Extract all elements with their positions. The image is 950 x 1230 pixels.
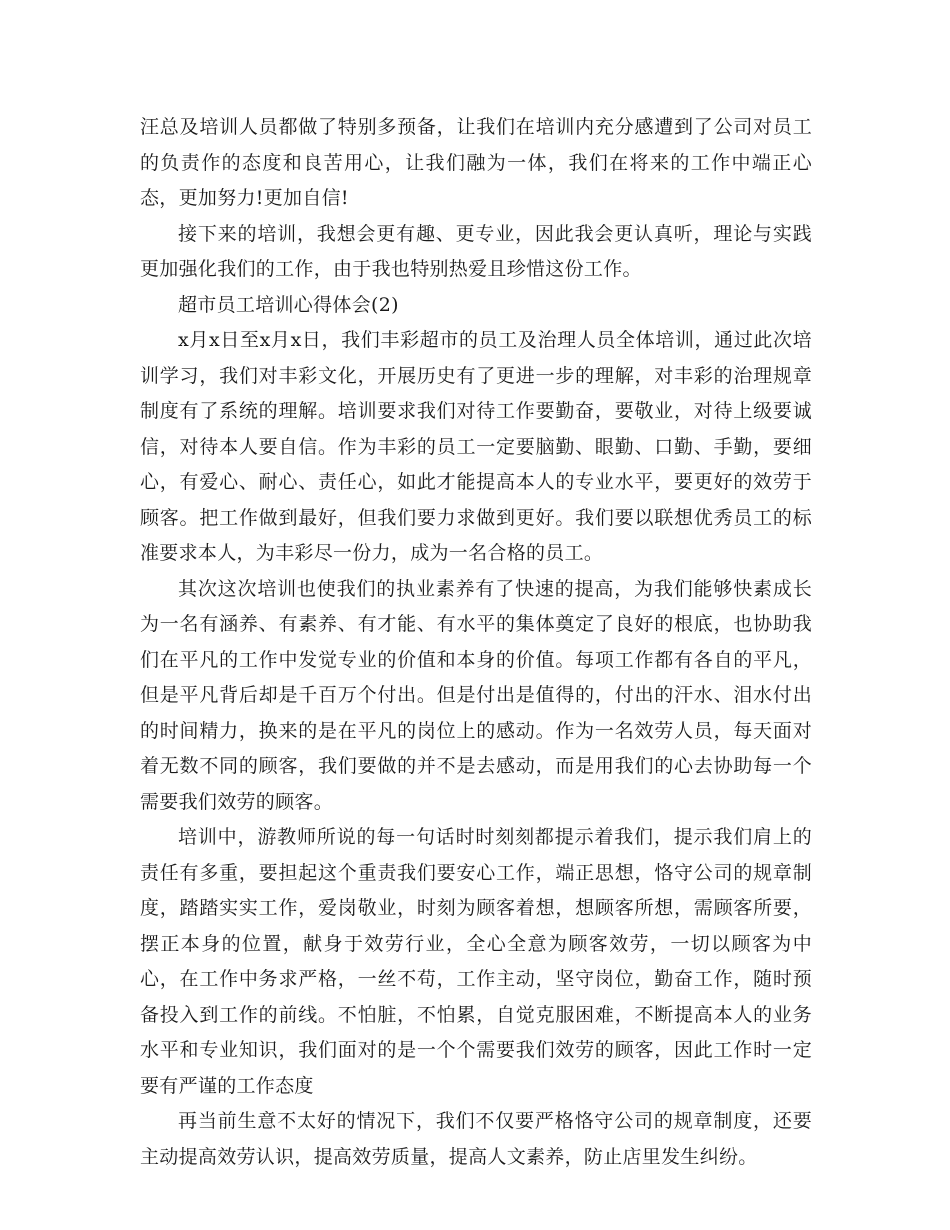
paragraph: 培训中，游教师所说的每一句话时时刻刻都提示着我们，提示我们肩上的责任有多重，要担起这个重责我们要安心工作，端正思想，恪守公司的规章制度，踏踏实实工作，爱岗敬业，时刻为顾客着想，想顾客所想，需顾客所要，摆正本身的位置，献身于效劳行业，全心全意为顾客效劳，一切以顾客为中心，在工作中务求严格，一丝不苟，工作主动，坚守岗位，勤奋工作，随时预备投入到工作的前线。不怕脏，不怕累，自觉克服困难，不断提高本人的业务水平和专业知识，我们面对的是一个个需要我们效劳的顾客，因此工作时一定要有严谨的工作态度: [140, 826, 812, 1097]
paragraph: 再当前生意不太好的情况下，我们不仅要严格恪守公司的规章制度，还要主动提高效劳认识，提高效劳质量，提高人文素养，防止店里发生纠纷。: [140, 1110, 812, 1168]
paragraph-continuation: 汪总及培训人员都做了特别多预备，让我们在培训内充分感遭到了公司对员工的负责作的态度和良苦用心，让我们融为一体，我们在将来的工作中端正心态，更加努力!更加自信!: [140, 116, 812, 209]
paragraph: 其次这次培训也使我们的执业素养有了快速的提高，为我们能够快素成长为一名有涵养、有素养、有才能、有水平的集体奠定了良好的根底，也协助我们在平凡的工作中发觉专业的价值和本身的价值。每项工作都有各自的平凡，但是平凡背后却是千百万个付出。但是付出是值得的，付出的汗水、泪水付出的时间精力，换来的是在平凡的岗位上的感动。作为一名效劳人员，每天面对着无数不同的顾客，我们要做的并不是去感动，而是用我们的心去协助每一个需要我们效劳的顾客。: [140, 577, 812, 813]
paragraph: x月x日至x月x日，我们丰彩超市的员工及治理人员全体培训，通过此次培训学习，我们对丰彩文化，开展历史有了更进一步的理解，对丰彩的治理规章制度有了系统的理解。培训要求我们对待工作要勤奋，要敬业，对待上级要诚信，对待本人要自信。作为丰彩的员工一定要脑勤、眼勤、口勤、手勤，要细心，有爱心、耐心、责任心，如此才能提高本人的专业水平，要更好的效劳于顾客。把工作做到最好，但我们要力求做到更好。我们要以联想优秀员工的标准要求本人，为丰彩尽一份力，成为一名合格的员工。: [140, 329, 812, 564]
document-body: [140, 110, 812, 1175]
paragraph: 接下来的培训，我想会更有趣、更专业，因此我会更认真听，理论与实践更加强化我们的工作，由于我也特别热爱且珍惜这份工作。: [140, 222, 812, 280]
section-title: 超市员工培训心得体会(2): [178, 293, 399, 316]
